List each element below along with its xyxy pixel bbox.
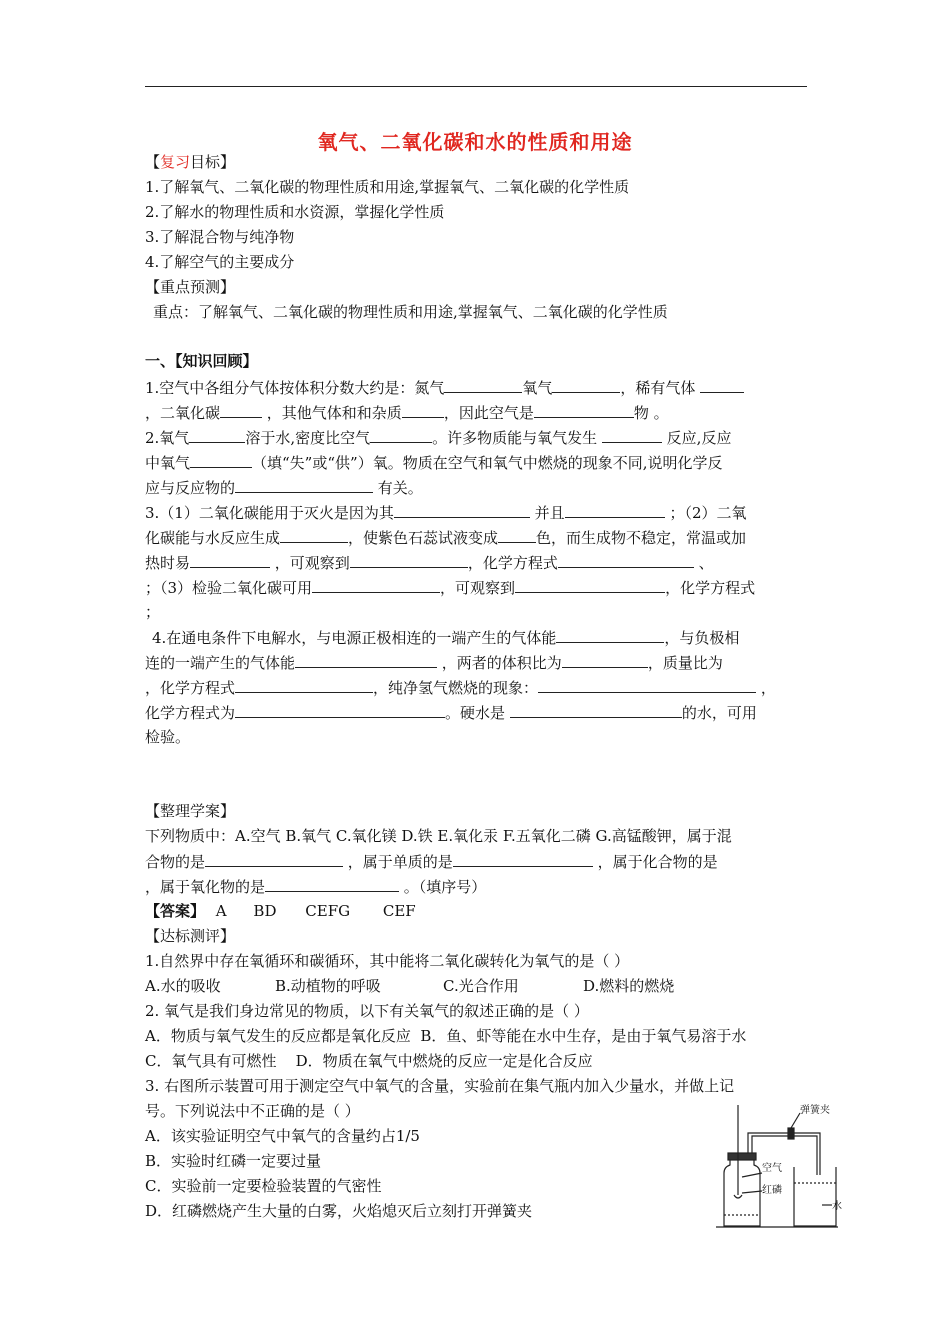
test-q3-option[interactable]: B．实验时红磷一定要过量 — [145, 1152, 322, 1170]
test-q1: 1.自然界中存在氧循环和碳循环，其中能将二氧化碳转化为氧气的是（ ） — [145, 952, 630, 970]
answer-blank[interactable] — [558, 552, 694, 568]
organize-line-2: 合物的是 ，属于单质的是 ，属于化合物的是 — [145, 853, 718, 871]
answer-blank[interactable] — [453, 851, 593, 867]
q4-line-1: 4.在通电条件下电解水，与电源正极相连的一端产生的气体能 ，与负极相 — [152, 629, 740, 647]
goal-item: 1.了解氧气、二氧化碳的物理性质和用途,掌握氧气、二氧化碳的化学性质 — [145, 178, 630, 196]
answer-line: 【答案】 A BD CEFG CEF — [145, 902, 416, 920]
q2-line-3: 应与反应物的 有关。 — [145, 479, 423, 497]
q3-line-1: 3.（1）二氧化碳能用于灭火是因为其 并且 ；（2）二氧 — [145, 504, 747, 522]
answer-blank[interactable] — [280, 527, 348, 543]
q3-line-2: 化碳能与水反应生成 ，使紫色石蕊试液变成 色，而生成物不稳定，常温或加 — [145, 529, 747, 547]
q4-line-2: 连的一端产生的气体能 ，两者的体积比为 ，质量比为 — [145, 654, 723, 672]
test-q2-options-ab: A．物质与氧气发生的反应都是氧化反应 B．鱼、虾等能在水中生存，是由于氧气易溶于水 — [145, 1027, 747, 1045]
key-points-heading: 【重点预测】 — [145, 278, 236, 296]
answer-blank[interactable] — [510, 702, 682, 718]
answer-blank[interactable] — [235, 702, 445, 718]
answer-blank[interactable] — [189, 427, 245, 443]
test-q3-option[interactable]: C．实验前一定要检验装置的气密性 — [145, 1177, 382, 1195]
answer-blank[interactable] — [515, 577, 665, 593]
q3-line-5: ； — [145, 603, 161, 621]
review-red-text: 复习 — [160, 153, 191, 171]
answer-blank[interactable] — [190, 452, 252, 468]
answer-blank[interactable] — [265, 876, 399, 892]
key-points-text: 重点：了解氧气、二氧化碳的物理性质和用途,掌握氧气、二氧化碳的化学性质 — [153, 303, 668, 321]
air-pointer — [742, 1173, 762, 1177]
answer-blank[interactable] — [190, 552, 270, 568]
q4-line-3: ，化学方程式 ，纯净氢气燃烧的现象： ， — [145, 679, 776, 697]
answer-blank[interactable] — [700, 377, 744, 393]
organize-line-3: ，属于氧化物的是 。（填序号） — [145, 878, 487, 896]
knowledge-review-heading: 一、【知识回顾】 — [145, 352, 258, 370]
answer-blank[interactable] — [235, 677, 373, 693]
goal-item: 3.了解混合物与纯净物 — [145, 228, 295, 246]
organize-line-1: 下列物质中：A.空气 B.氧气 C.氧化镁 D.铁 E.氧化汞 F.五氧化二磷 G.高锰酸钾，属于混 — [145, 827, 732, 845]
test-q1-options: A.水的吸收 B.动植物的呼吸 C.光合作用 D.燃料的燃烧 — [145, 977, 675, 995]
answer-blank[interactable] — [562, 652, 648, 668]
answer-blank[interactable] — [220, 402, 262, 418]
test-q3-option[interactable]: D．红磷燃烧产生大量的白雾，火焰熄灭后立刻打开弹簧夹 — [145, 1202, 533, 1220]
phosphorus-pointer — [742, 1191, 762, 1193]
test-q2: 2. 氧气是我们身边常见的物质，以下有关氧气的叙述正确的是（ ） — [145, 1002, 589, 1020]
answer-blank[interactable] — [538, 677, 756, 693]
answer-blank[interactable] — [235, 477, 373, 493]
answer-blank[interactable] — [552, 377, 620, 393]
answer-blank[interactable] — [444, 377, 522, 393]
label-phosphorus: 红磷 — [762, 1185, 782, 1196]
q4-line-4: 化学方程式为 。硬水是 的水，可用 — [145, 704, 757, 722]
spring-clamp — [788, 1128, 794, 1139]
organize-heading: 【整理学案】 — [145, 802, 236, 820]
spoon — [734, 1195, 742, 1198]
q4-line-5: 检验。 — [145, 728, 191, 746]
answer-blank[interactable] — [394, 502, 530, 518]
q1-line-1: 1.空气中各组分气体按体积分数大约是：氮气 氧气 ，稀有气体 — [145, 377, 744, 398]
q3-line-4: ；（3）检验二氧化碳可用 ，可观察到 ，化学方程式 — [145, 579, 756, 597]
oxygen-measurement-apparatus — [714, 1105, 842, 1230]
answer-blank[interactable] — [534, 402, 634, 418]
answer-blank[interactable] — [205, 851, 343, 867]
goal-item: 4.了解空气的主要成分 — [145, 253, 295, 271]
q1-line-2: ，二氧化碳 ，其他气体和和杂质 ，因此空气是 物 。 — [145, 404, 669, 422]
stopper — [728, 1153, 756, 1160]
answer-blank[interactable] — [602, 427, 662, 443]
answer-blank[interactable] — [556, 627, 664, 643]
answer-blank[interactable] — [402, 402, 444, 418]
page-title: 氧气、二氧化碳和水的性质和用途 — [317, 130, 633, 154]
test-heading: 【达标测评】 — [145, 927, 236, 945]
clamp-pointer — [791, 1113, 800, 1128]
test-q3-option[interactable]: A．该实验证明空气中氧气的含量约占1/5 — [145, 1127, 420, 1145]
test-q3-line-2: 号。下列说法中不正确的是（ ） — [145, 1102, 360, 1120]
answer-blank[interactable] — [295, 652, 437, 668]
review-goals-heading: 【复习目标】 — [145, 153, 236, 171]
goal-item: 2.了解水的物理性质和水资源，掌握化学性质 — [145, 203, 445, 221]
label-air: 空气 — [762, 1163, 782, 1174]
q3-line-3: 热时易 ，可观察到 ，化学方程式 、 — [145, 554, 714, 572]
q2-line-2: 中氧气 （填“失”或“供”）氧。物质在空气和氧气中燃烧的现象不同,说明化学反 — [145, 454, 723, 472]
top-rule — [145, 86, 807, 87]
answer-blank[interactable] — [565, 502, 665, 518]
label-water: 水 — [832, 1201, 842, 1212]
label-clamp: 弹簧夹 — [800, 1105, 830, 1116]
answer-blank[interactable] — [312, 577, 440, 593]
answer-blank[interactable] — [498, 527, 536, 543]
beaker — [794, 1167, 836, 1226]
test-q2-options-cd: C．氧气具有可燃性 D．物质在氧气中燃烧的反应一定是化合反应 — [145, 1052, 593, 1070]
test-q3-line-1: 3. 右图所示装置可用于测定空气中氧气的含量，实验前在集气瓶内加入少量水，并做上记 — [145, 1077, 735, 1095]
answer-blank[interactable] — [370, 427, 432, 443]
q2-line-1: 2.氧气 溶于水,密度比空气 。许多物质能与氧气发生 反应,反应 — [145, 429, 732, 447]
answer-blank[interactable] — [350, 552, 468, 568]
